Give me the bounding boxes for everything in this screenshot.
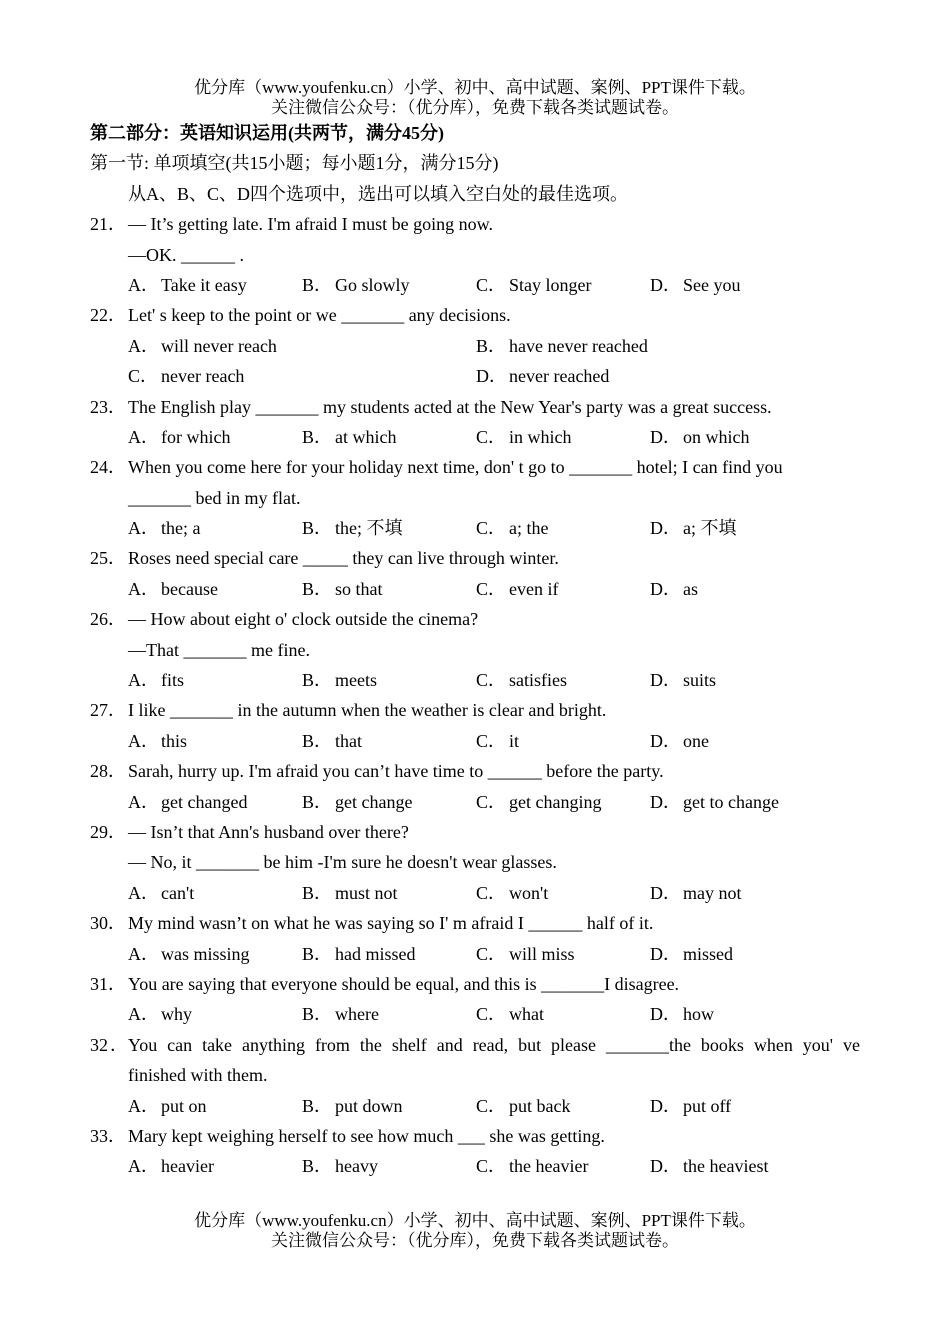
question-text: Mary kept weighing herself to see how much ___ she was getting.: [128, 1125, 605, 1146]
footer-line-2: 关注微信公众号：（优分库），免费下载各类试题试卷。: [271, 1231, 679, 1250]
question-number: 29．: [90, 821, 126, 842]
option-c: C． satisfies: [476, 670, 567, 691]
question-number: 26．: [90, 609, 126, 630]
question-text: — How about eight o' clock outside the cinema?: [128, 609, 479, 630]
question-number: 30．: [90, 913, 126, 934]
question: [90, 300, 860, 391]
option-c: C． even if: [476, 578, 559, 599]
instructions: 从A、B、C、D四个选项中，选出可以填入空白处的最佳选项。: [128, 183, 629, 204]
options-row: [90, 513, 860, 543]
question-text: — Isn’t that Ann's husband over there?: [128, 821, 409, 842]
option-b: B． had missed: [302, 943, 416, 964]
option-b: B． at which: [302, 426, 397, 447]
option-d: D． one: [650, 730, 709, 751]
question-text: When you come here for your holiday next time, don' t go to _______ hotel; I can find you: [128, 457, 783, 478]
question-text: You can take anything from the shelf and read, but please _______the books when you' ve: [128, 1034, 860, 1055]
option-d: D． as: [650, 578, 698, 599]
option-a: A． put on: [128, 1095, 207, 1116]
options-row: [90, 574, 860, 604]
options-row: [90, 1091, 860, 1121]
option-a: A． Take it easy: [128, 274, 247, 295]
option-a: A． the; a: [128, 518, 201, 539]
part-title: 第二部分：英语知识运用(共两节，满分45分): [90, 123, 444, 143]
option-d: D． the heaviest: [650, 1156, 769, 1177]
option-b: B． so that: [302, 578, 383, 599]
option-c: C． the heavier: [476, 1156, 589, 1177]
option-c: C． get changing: [476, 791, 602, 812]
option-b: B． get change: [302, 791, 413, 812]
exam-content: [90, 118, 860, 1182]
question-text: —OK. ______ .: [128, 244, 244, 265]
option-b: B． meets: [302, 670, 377, 691]
option-b: B． that: [302, 730, 362, 751]
section-subtitle: 第一节: 单项填空(共15小题；每小题1分，满分15分): [90, 153, 499, 174]
question-number: 25．: [90, 548, 126, 569]
question-text: —That _______ me fine.: [128, 639, 310, 660]
question: [90, 908, 860, 969]
option-b: B． must not: [302, 882, 398, 903]
options-row: [90, 270, 860, 300]
question: [90, 543, 860, 604]
option-d: D． suits: [650, 670, 717, 691]
options-row: [90, 331, 860, 361]
question-text: Roses need special care _____ they can live through winter.: [128, 548, 559, 569]
question: [90, 1121, 860, 1182]
footer-line-1: 优分库（www.youfenku.cn）小学、初中、高中试题、案例、PPT课件下载。: [194, 1211, 756, 1230]
options-row: [90, 361, 860, 391]
options-row: [90, 878, 860, 908]
option-d: D． a; 不填: [650, 518, 737, 539]
question-text: finished with them.: [128, 1065, 268, 1086]
option-d: D． never reached: [476, 366, 610, 387]
option-c: C． what: [476, 1004, 544, 1025]
options-row: [90, 787, 860, 817]
question-text: — It’s getting late. I'm afraid I must be going now.: [128, 214, 494, 235]
options-row: [90, 939, 860, 969]
page-footer: [0, 1211, 950, 1251]
option-a: A． fits: [128, 670, 185, 691]
option-a: A． get changed: [128, 791, 248, 812]
option-c: C． will miss: [476, 943, 575, 964]
option-d: D． See you: [650, 274, 741, 295]
question: [90, 817, 860, 908]
option-c: C． it: [476, 730, 520, 751]
question-text: I like _______ in the autumn when the weather is clear and bright.: [128, 700, 607, 721]
question: [90, 969, 860, 1030]
question-text: _______ bed in my flat.: [128, 487, 301, 508]
question-text: Sarah, hurry up. I'm afraid you can’t have time to ______ before the party.: [128, 761, 664, 782]
question-text: My mind wasn’t on what he was saying so I' m afraid I ______ half of it.: [128, 913, 654, 934]
option-a: A． why: [128, 1004, 192, 1025]
question-text: The English play _______ my students acted at the New Year's party was a great success.: [128, 396, 772, 417]
option-b: B． where: [302, 1004, 379, 1025]
option-a: A． was missing: [128, 943, 250, 964]
option-d: D． may not: [650, 882, 742, 903]
option-d: D． how: [650, 1004, 714, 1025]
header-line-2: 关注微信公众号：（优分库），免费下载各类试题试卷。: [271, 98, 679, 117]
options-row: [90, 665, 860, 695]
options-row: [90, 999, 860, 1029]
question-number: 24．: [90, 457, 126, 478]
option-a: A． will never reach: [128, 335, 277, 356]
question: [90, 1030, 860, 1121]
page-header: [0, 78, 950, 118]
option-a: A． can't: [128, 882, 195, 903]
option-b: B． the; 不填: [302, 518, 403, 539]
option-c: C． in which: [476, 426, 572, 447]
question-number: 32．: [90, 1034, 128, 1055]
option-a: A． for which: [128, 426, 231, 447]
option-d: D． put off: [650, 1095, 732, 1116]
question-text: Let' s keep to the point or we _______ any decisions.: [128, 305, 511, 326]
option-b: B． have never reached: [476, 335, 648, 356]
option-c: C． won't: [476, 882, 549, 903]
options-row: [90, 726, 860, 756]
option-a: A． heavier: [128, 1156, 214, 1177]
header-line-1: 优分库（www.youfenku.cn）小学、初中、高中试题、案例、PPT课件下载。: [194, 78, 756, 97]
question: [90, 209, 860, 300]
option-d: D． on which: [650, 426, 750, 447]
option-c: C． put back: [476, 1095, 571, 1116]
question-number: 23．: [90, 396, 126, 417]
option-b: B． put down: [302, 1095, 403, 1116]
options-row: [90, 422, 860, 452]
option-c: C． a; the: [476, 518, 549, 539]
option-d: D． get to change: [650, 791, 779, 812]
question-number: 22．: [90, 305, 126, 326]
options-row: [90, 1151, 860, 1181]
question-number: 21．: [90, 214, 126, 235]
question: [90, 695, 860, 756]
option-a: A． because: [128, 578, 218, 599]
option-c: C． never reach: [128, 366, 245, 387]
question: [90, 452, 860, 543]
question: [90, 392, 860, 453]
question-text: — No, it _______ be him -I'm sure he doesn't wear glasses.: [128, 852, 557, 873]
option-b: B． Go slowly: [302, 274, 410, 295]
question-number: 31．: [90, 973, 126, 994]
question: [90, 756, 860, 817]
option-c: C． Stay longer: [476, 274, 592, 295]
option-d: D． missed: [650, 943, 734, 964]
question-number: 27．: [90, 700, 126, 721]
question-text: You are saying that everyone should be equal, and this is _______I disagree.: [128, 973, 680, 994]
question-number: 28．: [90, 761, 126, 782]
option-a: A． this: [128, 730, 188, 751]
question-number: 33．: [90, 1125, 126, 1146]
question: [90, 604, 860, 695]
option-b: B． heavy: [302, 1156, 378, 1177]
